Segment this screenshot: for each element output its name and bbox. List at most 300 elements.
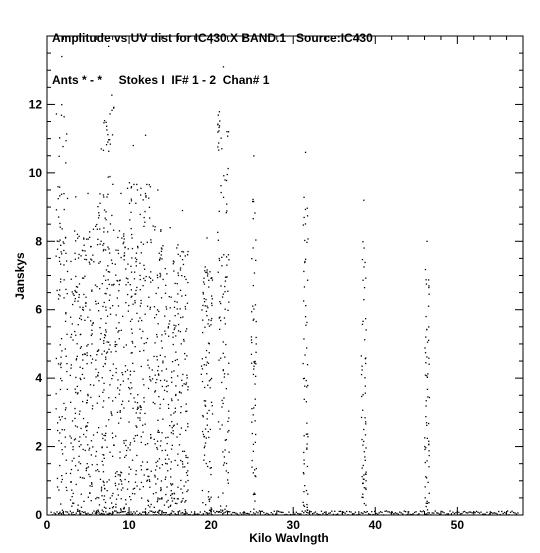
- data-point: [361, 417, 362, 418]
- data-point: [379, 512, 380, 513]
- data-point: [393, 513, 394, 514]
- data-point: [227, 431, 228, 432]
- data-point: [365, 363, 366, 364]
- data-point: [165, 514, 166, 515]
- data-point: [176, 514, 177, 515]
- x-tick-label: 50: [450, 518, 465, 532]
- data-point: [59, 223, 60, 224]
- data-point: [121, 510, 122, 511]
- data-point: [84, 245, 85, 246]
- data-point: [428, 482, 429, 483]
- data-point: [120, 512, 121, 513]
- data-point: [106, 129, 107, 130]
- data-point: [105, 335, 106, 336]
- data-point: [97, 510, 98, 511]
- data-point: [407, 514, 408, 515]
- data-point: [88, 497, 89, 498]
- data-point: [165, 463, 166, 464]
- data-point: [205, 272, 206, 273]
- data-point: [226, 265, 227, 266]
- data-point: [226, 463, 227, 464]
- data-point: [171, 461, 172, 462]
- data-point: [136, 253, 137, 254]
- data-point: [185, 308, 186, 309]
- data-point: [93, 229, 94, 230]
- data-point: [157, 441, 158, 442]
- data-point: [95, 470, 96, 471]
- data-point: [105, 440, 106, 441]
- data-point: [126, 344, 127, 345]
- data-point: [79, 414, 80, 415]
- data-point: [82, 374, 83, 375]
- data-point: [223, 197, 224, 198]
- data-point: [322, 513, 323, 514]
- data-point: [363, 429, 364, 430]
- y-tick-label: 10: [28, 165, 42, 180]
- data-point: [307, 509, 308, 510]
- data-point: [113, 108, 114, 109]
- data-point: [75, 438, 76, 439]
- data-point: [208, 431, 209, 432]
- data-point: [58, 440, 59, 441]
- data-point: [105, 323, 106, 324]
- data-point: [363, 299, 364, 300]
- data-point: [161, 480, 162, 481]
- data-point: [66, 334, 67, 335]
- data-point: [176, 247, 177, 248]
- data-point: [425, 447, 426, 448]
- data-point: [106, 269, 107, 270]
- data-point: [181, 343, 182, 344]
- data-point: [92, 446, 93, 447]
- data-point: [77, 234, 78, 235]
- data-point: [150, 282, 151, 283]
- data-point: [187, 377, 188, 378]
- data-point: [135, 482, 136, 483]
- data-point: [172, 510, 173, 511]
- data-point: [127, 188, 128, 189]
- data-point: [80, 334, 81, 335]
- data-point: [142, 379, 143, 380]
- data-point: [102, 433, 103, 434]
- data-point: [79, 236, 80, 237]
- data-point: [180, 480, 181, 481]
- data-point: [80, 315, 81, 316]
- data-point: [427, 396, 428, 397]
- data-point: [288, 512, 289, 513]
- data-point: [158, 510, 159, 511]
- data-point: [109, 452, 110, 453]
- data-point: [126, 450, 127, 451]
- data-point: [186, 404, 187, 405]
- data-point: [89, 448, 90, 449]
- data-point: [365, 505, 366, 506]
- data-point: [75, 392, 76, 393]
- data-point: [185, 500, 186, 501]
- data-point: [405, 511, 406, 512]
- data-point: [141, 442, 142, 443]
- data-point: [145, 444, 146, 445]
- data-point: [161, 258, 162, 259]
- data-point: [101, 148, 102, 149]
- data-point: [141, 242, 142, 243]
- data-point: [157, 501, 158, 502]
- data-point: [58, 513, 59, 514]
- data-point: [125, 371, 126, 372]
- data-point: [181, 406, 182, 407]
- data-point: [255, 405, 256, 406]
- data-point: [109, 113, 110, 114]
- data-point: [303, 271, 304, 272]
- data-point: [164, 390, 165, 391]
- data-point: [72, 460, 73, 461]
- data-point: [89, 237, 90, 238]
- data-point: [65, 237, 66, 238]
- data-point: [207, 385, 208, 386]
- data-point: [266, 513, 267, 514]
- data-point: [113, 506, 114, 507]
- data-point: [424, 446, 425, 447]
- data-point: [75, 377, 76, 378]
- data-point: [263, 512, 264, 513]
- data-point: [62, 510, 63, 511]
- data-point: [221, 192, 222, 193]
- data-point: [149, 207, 150, 208]
- data-point: [142, 461, 143, 462]
- data-point: [201, 514, 202, 515]
- data-point: [428, 502, 429, 503]
- data-point: [303, 224, 304, 225]
- data-point: [112, 263, 113, 264]
- data-point: [65, 418, 66, 419]
- data-point: [243, 512, 244, 513]
- data-point: [167, 463, 168, 464]
- data-point: [147, 462, 148, 463]
- data-point: [433, 513, 434, 514]
- data-point: [185, 509, 186, 510]
- data-point: [228, 483, 229, 484]
- data-point: [106, 126, 107, 127]
- data-point: [61, 350, 62, 351]
- data-point: [156, 314, 157, 315]
- data-point: [420, 511, 421, 512]
- data-point: [161, 334, 162, 335]
- data-point: [130, 321, 131, 322]
- data-point: [216, 511, 217, 512]
- data-point: [179, 434, 180, 435]
- data-point: [103, 150, 104, 151]
- data-point: [234, 512, 235, 513]
- data-point: [426, 425, 427, 426]
- data-point: [98, 380, 99, 381]
- data-point: [125, 445, 126, 446]
- data-point: [167, 470, 168, 471]
- data-point: [178, 399, 179, 400]
- data-point: [182, 463, 183, 464]
- data-point: [103, 122, 104, 123]
- data-point: [117, 237, 118, 238]
- data-point: [117, 489, 118, 490]
- data-point: [142, 432, 143, 433]
- data-point: [164, 380, 165, 381]
- data-point: [157, 420, 158, 421]
- data-point: [77, 356, 78, 357]
- data-point: [205, 266, 206, 267]
- chart-title: Amplitude vs UV dist for IC430.X BAND.1 Source:IC430: [52, 31, 373, 45]
- data-point: [182, 385, 183, 386]
- data-point: [180, 460, 181, 461]
- data-point: [173, 260, 174, 261]
- data-point: [130, 382, 131, 383]
- data-point: [223, 254, 224, 255]
- data-point: [353, 513, 354, 514]
- data-point: [72, 339, 73, 340]
- data-point: [188, 386, 189, 387]
- data-point: [179, 444, 180, 445]
- data-point: [349, 511, 350, 512]
- data-point: [114, 510, 115, 511]
- data-point: [70, 499, 71, 500]
- data-point: [146, 481, 147, 482]
- data-point: [327, 514, 328, 515]
- data-point: [159, 498, 160, 499]
- data-point: [171, 449, 172, 450]
- data-point: [304, 386, 305, 387]
- data-point: [131, 237, 132, 238]
- data-point: [169, 514, 170, 515]
- data-point: [210, 387, 211, 388]
- data-point: [63, 297, 64, 298]
- data-point: [138, 514, 139, 515]
- data-point: [62, 429, 63, 430]
- data-point: [170, 513, 171, 514]
- data-point: [139, 263, 140, 264]
- data-point: [460, 513, 461, 514]
- data-point: [101, 354, 102, 355]
- data-point: [427, 373, 428, 374]
- data-point: [157, 275, 158, 276]
- data-point: [220, 303, 221, 304]
- data-point: [147, 360, 148, 361]
- data-point: [120, 412, 121, 413]
- data-point: [111, 413, 112, 414]
- data-point: [362, 241, 363, 242]
- data-point: [159, 253, 160, 254]
- data-point: [151, 504, 152, 505]
- data-point: [255, 361, 256, 362]
- data-point: [109, 508, 110, 509]
- data-point: [244, 512, 245, 513]
- data-point: [186, 513, 187, 514]
- data-point: [186, 491, 187, 492]
- data-point: [175, 503, 176, 504]
- data-point: [304, 286, 305, 287]
- data-point: [88, 466, 89, 467]
- data-point: [226, 204, 227, 205]
- data-point: [303, 459, 304, 460]
- data-point: [62, 512, 63, 513]
- data-point: [361, 497, 362, 498]
- data-point: [156, 293, 157, 294]
- data-point: [111, 110, 112, 111]
- data-point: [63, 250, 64, 251]
- data-point: [187, 457, 188, 458]
- data-point: [81, 319, 82, 320]
- data-point: [330, 512, 331, 513]
- data-point: [381, 512, 382, 513]
- data-point: [154, 403, 155, 404]
- data-point: [52, 514, 53, 515]
- data-point: [228, 131, 229, 132]
- data-point: [210, 429, 211, 430]
- data-point: [97, 229, 98, 230]
- data-point: [163, 399, 164, 400]
- data-point: [61, 251, 62, 252]
- data-point: [55, 513, 56, 514]
- data-point: [91, 500, 92, 501]
- data-point: [424, 437, 425, 438]
- data-point: [124, 443, 125, 444]
- data-point: [145, 197, 146, 198]
- data-point: [251, 354, 252, 355]
- data-point: [115, 473, 116, 474]
- data-point: [101, 513, 102, 514]
- data-point: [228, 430, 229, 431]
- data-point: [97, 206, 98, 207]
- data-point: [173, 413, 174, 414]
- data-point: [428, 326, 429, 327]
- data-point: [107, 341, 108, 342]
- data-point: [180, 267, 181, 268]
- data-point: [517, 512, 518, 513]
- data-point: [132, 248, 133, 249]
- data-point: [59, 417, 60, 418]
- data-point: [361, 355, 362, 356]
- data-point: [87, 355, 88, 356]
- data-point: [89, 492, 90, 493]
- data-point: [75, 465, 76, 466]
- data-point: [70, 317, 71, 318]
- data-point: [130, 374, 131, 375]
- data-point: [103, 511, 104, 512]
- data-point: [105, 511, 106, 512]
- data-point: [102, 461, 103, 462]
- data-point: [175, 325, 176, 326]
- data-point: [204, 446, 205, 447]
- data-point: [253, 308, 254, 309]
- data-point: [77, 238, 78, 239]
- data-point: [427, 389, 428, 390]
- data-point: [108, 279, 109, 280]
- data-point: [130, 469, 131, 470]
- data-point: [205, 504, 206, 505]
- data-point: [206, 350, 207, 351]
- data-point: [104, 495, 105, 496]
- data-point: [204, 447, 205, 448]
- data-point: [513, 512, 514, 513]
- data-point: [308, 512, 309, 513]
- data-point: [253, 366, 254, 367]
- data-point: [160, 514, 161, 515]
- data-point: [116, 511, 117, 512]
- data-point: [137, 408, 138, 409]
- data-point: [157, 497, 158, 498]
- data-point: [144, 211, 145, 212]
- data-point: [166, 306, 167, 307]
- data-point: [184, 383, 185, 384]
- data-point: [208, 363, 209, 364]
- data-point: [74, 230, 75, 231]
- data-point: [71, 469, 72, 470]
- data-point: [307, 238, 308, 239]
- data-point: [134, 493, 135, 494]
- data-point: [220, 358, 221, 359]
- data-point: [506, 513, 507, 514]
- data-point: [342, 513, 343, 514]
- data-point: [171, 371, 172, 372]
- data-point: [155, 492, 156, 493]
- data-point: [149, 487, 150, 488]
- data-point: [161, 247, 162, 248]
- data-point: [105, 218, 106, 219]
- data-point: [76, 286, 77, 287]
- data-point: [253, 472, 254, 473]
- data-point: [139, 351, 140, 352]
- data-point: [305, 223, 306, 224]
- data-point: [150, 239, 151, 240]
- data-point: [127, 294, 128, 295]
- data-point: [426, 460, 427, 461]
- data-point: [254, 383, 255, 384]
- data-point: [281, 512, 282, 513]
- data-point: [224, 373, 225, 374]
- data-point: [251, 342, 252, 343]
- data-point: [118, 290, 119, 291]
- data-point: [56, 256, 57, 257]
- data-point: [252, 433, 253, 434]
- data-point: [103, 243, 104, 244]
- data-point: [59, 465, 60, 466]
- data-point: [79, 436, 80, 437]
- data-point: [101, 490, 102, 491]
- data-point: [145, 512, 146, 513]
- data-point: [155, 469, 156, 470]
- data-point: [140, 194, 141, 195]
- data-point: [134, 441, 135, 442]
- data-point: [115, 250, 116, 251]
- data-point: [219, 301, 220, 302]
- data-point: [253, 407, 254, 408]
- data-point: [156, 447, 157, 448]
- data-point: [203, 513, 204, 514]
- data-point: [125, 268, 126, 269]
- data-point: [78, 456, 79, 457]
- data-point: [171, 398, 172, 399]
- data-point: [185, 384, 186, 385]
- data-point: [186, 457, 187, 458]
- data-point: [124, 259, 125, 260]
- data-point: [96, 224, 97, 225]
- data-point: [77, 509, 78, 510]
- data-point: [141, 320, 142, 321]
- data-point: [219, 428, 220, 429]
- data-point: [98, 497, 99, 498]
- data-point: [72, 503, 73, 504]
- data-point: [161, 340, 162, 341]
- data-point: [167, 455, 168, 456]
- data-point: [123, 347, 124, 348]
- data-point: [371, 511, 372, 512]
